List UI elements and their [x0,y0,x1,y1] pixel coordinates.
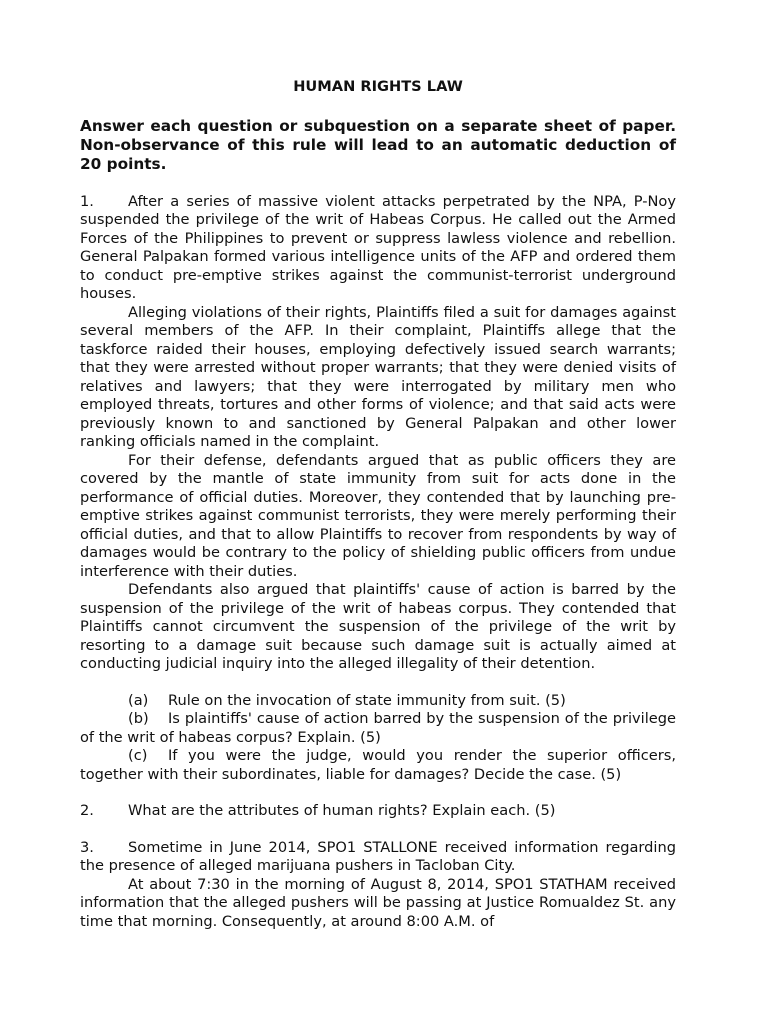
question-number: 2. [80,802,94,819]
question-1-paragraph-3: For their defense, defendants argued that as public officers they are covered by the mantle of state immunity from suit for acts done in the performance of official duties. Moreover, they contended that by launching pre-emptive strikes against communist terrorists, they were merely performing their official duties, and that to allow Plaintiffs to recover from respondents by way of damages would be contrary to the policy of shielding public officers from undue interference with their duties. [80,451,676,580]
instruction-text: Answer each question or subquestion on a separate sheet of paper. Non-observance of this rule will lead to an automatic deduction of 20 points. [80,116,676,173]
document-title: HUMAN RIGHTS LAW [293,78,463,95]
subquestion-c: (c) If you were the judge, would you render the superior officers, together with their subordinates, liable for damages? Decide the case. (5) [80,747,676,783]
question-3-paragraph-1: 3. Sometime in June 2014, SPO1 STALLONE received information regarding the presence of alleged marijuana pushers in Tacloban City. [80,838,676,874]
question-2: 2. What are the attributes of human rights? Explain each. (5) [80,802,556,819]
subquestion-label: (b) [128,710,149,727]
subquestion-label: (c) [128,747,148,764]
question-3 [80,839,676,932]
subquestion-label: (a) [128,691,149,709]
question-1-paragraph-2: Alleging violations of their rights, Plaintiffs filed a suit for damages against several members of the AFP. In their complaint, Plaintiffs allege that the taskforce raided their houses, employing defectively issued search warrants; that they were arrested without proper warrants; that they were denied visits of relatives and lawyers; that they were interrogated by military men who employed threats, tortures and other forms of violence; and that said acts were previously known to and sanctioned by General Palpakan and other lower ranking officials named in the complaint. [80,303,676,450]
document-page [80,78,676,931]
question-1-paragraph-4: Defendants also argued that plaintiffs' cause of action is barred by the suspension of the privilege of the writ of habeas corpus. They contended that Plaintiffs cannot circumvent the suspension of the privilege of the writ by resorting to a damage suit because such damage suit is actually aimed at conducting judicial inquiry into the alleged illegality of their detention. [80,581,676,672]
question-number: 1. [80,192,94,210]
question-1 [80,193,676,785]
question-number: 3. [80,838,94,856]
subquestion-a: (a) Rule on the invocation of state immunity from suit. (5) [128,691,566,709]
question-3-paragraph-2: At about 7:30 in the morning of August 8, 2014, SPO1 STATHAM received information that the alleged pushers will be passing at Justice Romualdez St. any time that morning. Consequently, at around 8:00 A.M. of [80,875,676,930]
question-1-paragraph-1: 1. After a series of massive violent attacks perpetrated by the NPA, P-Noy suspended the privilege of the writ of Habeas Corpus. He called out the Armed Forces of the Philippines to prevent or suppress lawless violence and rebellion. General Palpakan formed various intelligence units of the AFP and ordered them to conduct pre-emptive strikes against the communist-terrorist underground houses. [80,192,676,302]
subquestion-b: (b) Is plaintiffs' cause of action barred by the suspension of the privilege of the writ of habeas corpus? Explain. (5) [80,710,676,746]
